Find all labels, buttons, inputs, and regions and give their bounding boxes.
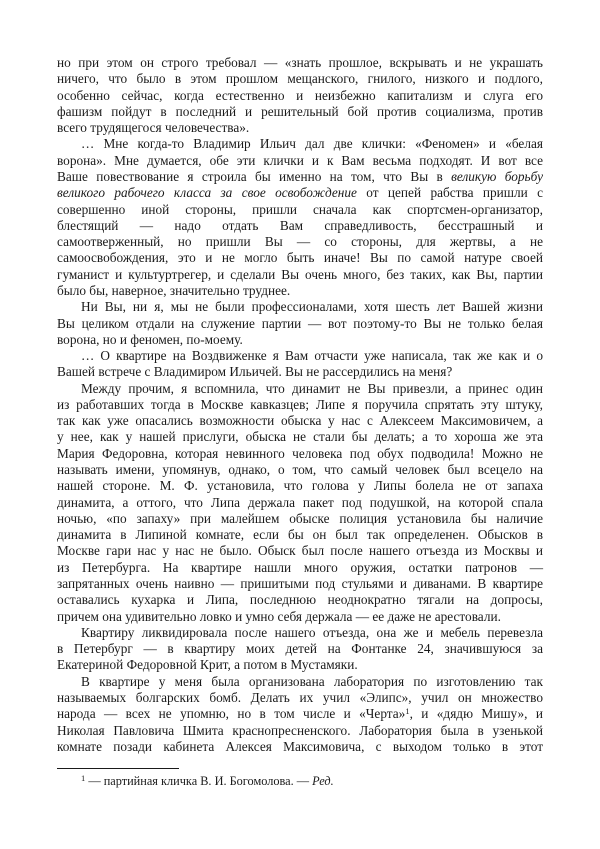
text-line — [57, 674, 543, 690]
paragraph — [57, 625, 543, 674]
text-line — [57, 413, 543, 429]
text-segment: В квартире у меня была организована лаборатория по изготовлению так — [81, 673, 543, 689]
text-segment: причем она удивительно ловко и умно себя держала — ее даже не арестовали. — [57, 608, 501, 624]
text-line — [57, 560, 543, 576]
text-segment: называть имени, упомянув, однако, о том, что самый человек был всецело на — [57, 462, 543, 478]
text-segment: из работавших тогда в Москве кавказцев; Липе я поручила спрятать эту штуку, — [57, 396, 543, 412]
text-line — [57, 348, 543, 364]
text-line — [57, 429, 543, 445]
text-line — [57, 202, 543, 218]
text-segment: всего трудящегося человечества». — [57, 120, 250, 136]
text-segment: запрятанных очень наивно — пришитыми под стульями и диванами. В квартире — [57, 576, 543, 591]
text-segment: самоотверженный, но пришли Вы — со стороны, для жертвы, а не — [57, 234, 543, 250]
text-segment: динамита, а оттого, что Липа держала пакет под подушкой, на которой спала — [57, 494, 543, 510]
text-segment: народа — всех не упомню, но в том числе и «Черта» — [57, 706, 406, 722]
text-segment: гуманист и культуртрегер, и сделали Вы очень много, без таких, как Вы, партии — [57, 266, 543, 282]
text-line — [57, 136, 543, 152]
text-line — [57, 104, 543, 120]
text-segment: … О квартире на Воздвиженке я Вам отчасти уже написала, так же как и о — [81, 348, 543, 364]
text-line — [57, 657, 543, 673]
text-line — [57, 234, 543, 250]
text-line — [57, 71, 543, 87]
text-segment: у нее, как у нашей прислуги, обыска не стали бы делать; а то хороша же эта — [57, 429, 543, 445]
text-segment: ворона, но и феномен, по-моему. — [57, 331, 243, 347]
text-line — [57, 723, 543, 739]
text-segment: нашей стороне. М. Ф. установила, что голова у Липы болела не от запаха — [57, 478, 543, 494]
text-line — [57, 250, 543, 266]
text-segment: … Мне когда-то Владимир Ильич дал две клички: «Феномен» и «белая — [81, 136, 543, 152]
text-segment: особенно сейчас, когда естественно и неизбежно капитализм и слуга его — [57, 87, 543, 103]
text-line — [57, 169, 543, 185]
text-segment: из Петербурга. На квартире нашли много оружия, остатки патронов — — [57, 559, 543, 575]
text-line — [57, 641, 543, 657]
text-line — [57, 625, 543, 641]
text-segment: , и «дядю Мишу», и — [409, 706, 544, 722]
italic-text-segment: Ред. — [312, 774, 334, 788]
text-segment: в Петербург — в квартиру моих детей на Фонтанке 24, значившуюся за — [57, 641, 543, 657]
italic-text-segment: великого рабочего класса за свое освобождение — [57, 185, 357, 201]
text-segment: так как уже опасались возможности обыска у нас с Алексеем Максимовичем, а — [57, 413, 543, 429]
text-line — [57, 576, 543, 592]
text-line — [57, 120, 543, 136]
paragraph — [57, 674, 543, 755]
text-segment: блестящий — надо отдать Вам справедливость, бесстрашный и — [57, 217, 543, 233]
text-segment: Екатериной Федоровной Крит, а потом в Мустамяки. — [57, 657, 358, 673]
text-line — [57, 446, 543, 462]
text-segment: Москве гари нас у нас не было. Обыск был после нашего отъезда из Москвы и — [57, 543, 543, 559]
text-line — [57, 153, 543, 169]
text-segment: Николая Павловича Шмита краснопресненского. Лаборатория была в узенькой — [57, 722, 543, 738]
text-line — [57, 527, 543, 543]
text-segment: Мария Федоровна, которая невинного человека под обух подводила! Можно не — [57, 445, 543, 461]
text-segment: Вашей встрече с Владимиром Ильичей. Вы не рассердились на меня? — [57, 364, 453, 380]
text-segment: Между прочим, я вспомнила, что динамит не Вы привезли, а принес один — [81, 380, 543, 396]
paragraph — [57, 348, 543, 381]
text-line — [57, 332, 543, 348]
text-segment: Ни Вы, ни я, мы не были профессионалами, хотя шесть лет Вашей жизни — [81, 299, 543, 315]
text-line — [57, 690, 543, 706]
text-line — [57, 478, 543, 494]
text-segment: Квартиру ликвидировала после нашего отъезда, она же и мебель перевезла — [81, 624, 543, 640]
text-line — [57, 364, 543, 380]
text-line — [57, 55, 543, 71]
footnote-area — [57, 768, 543, 789]
text-segment: оставались кухарка и Липа, последнюю неоднократно тягали на допросы, — [57, 592, 543, 608]
text-segment: — партийная кличка В. И. Богомолова. — — [85, 774, 313, 788]
paragraph — [57, 55, 543, 136]
text-segment: динамита в Липиной комнате, если бы он был так определенен. Обысков в — [57, 527, 543, 543]
footnote-text — [57, 774, 543, 789]
text-segment: от цепей рабства пришли с — [356, 185, 543, 201]
text-segment: ворона». Мне думается, обе эти клички и к Вам весьма подходят. И вот все — [57, 152, 543, 168]
text-block — [57, 55, 543, 755]
text-line — [57, 511, 543, 527]
text-segment: Вы целиком отдали на служение партии — вот поэтому-то Вы не только белая — [57, 315, 543, 331]
text-line — [57, 495, 543, 511]
text-line — [57, 543, 543, 559]
text-line — [57, 316, 543, 332]
text-line — [57, 706, 543, 722]
text-line — [57, 283, 543, 299]
text-line — [57, 218, 543, 234]
text-line — [57, 88, 543, 104]
text-line — [57, 185, 543, 201]
footnote-marker: 1 — [81, 773, 86, 783]
italic-text-segment: великую борьбу — [451, 168, 544, 184]
text-segment: было бы, наверное, значительно труднее. — [57, 282, 291, 298]
text-segment: ночью, «по запаху» при малейшем обыске полиция установила бы наличие — [57, 510, 543, 526]
text-line — [57, 381, 543, 397]
footnote-ref-superscript: 1 — [405, 706, 410, 717]
text-segment: Ваше повествование я строила бы именно на том, что Вы в — [57, 168, 452, 184]
text-segment: совершенно иной стороны, пришли сначала как спортсмен-организатор, — [57, 201, 543, 217]
text-line — [57, 299, 543, 315]
text-segment: называемых болгарских бомб. Делать их учил «Элипс», учил он множество — [57, 689, 543, 705]
text-segment: но при этом он строго требовал — «знать прошлое, вскрывать и не украшать — [57, 55, 543, 70]
text-line — [57, 609, 543, 625]
text-segment: самоосвобождения, это и не могло быть иначе! Вы по самой натуре своей — [57, 250, 543, 266]
footnote-separator — [57, 768, 179, 769]
text-line — [57, 462, 543, 478]
text-line — [57, 739, 543, 755]
text-line — [57, 397, 543, 413]
paragraph — [57, 136, 543, 299]
text-segment: ничего, что было в этом прошлом мещанского, гнилого, низкого и подлого, — [57, 71, 543, 87]
text-segment: фашизм пойдут в последний и решительный бой против социализма, против — [57, 103, 543, 119]
paragraph — [57, 299, 543, 348]
paragraph — [57, 381, 543, 625]
text-line — [57, 592, 543, 608]
text-line — [57, 267, 543, 283]
text-segment: комнате позади кабинета Алексея Максимовича, с выходом только в этот — [57, 738, 543, 754]
